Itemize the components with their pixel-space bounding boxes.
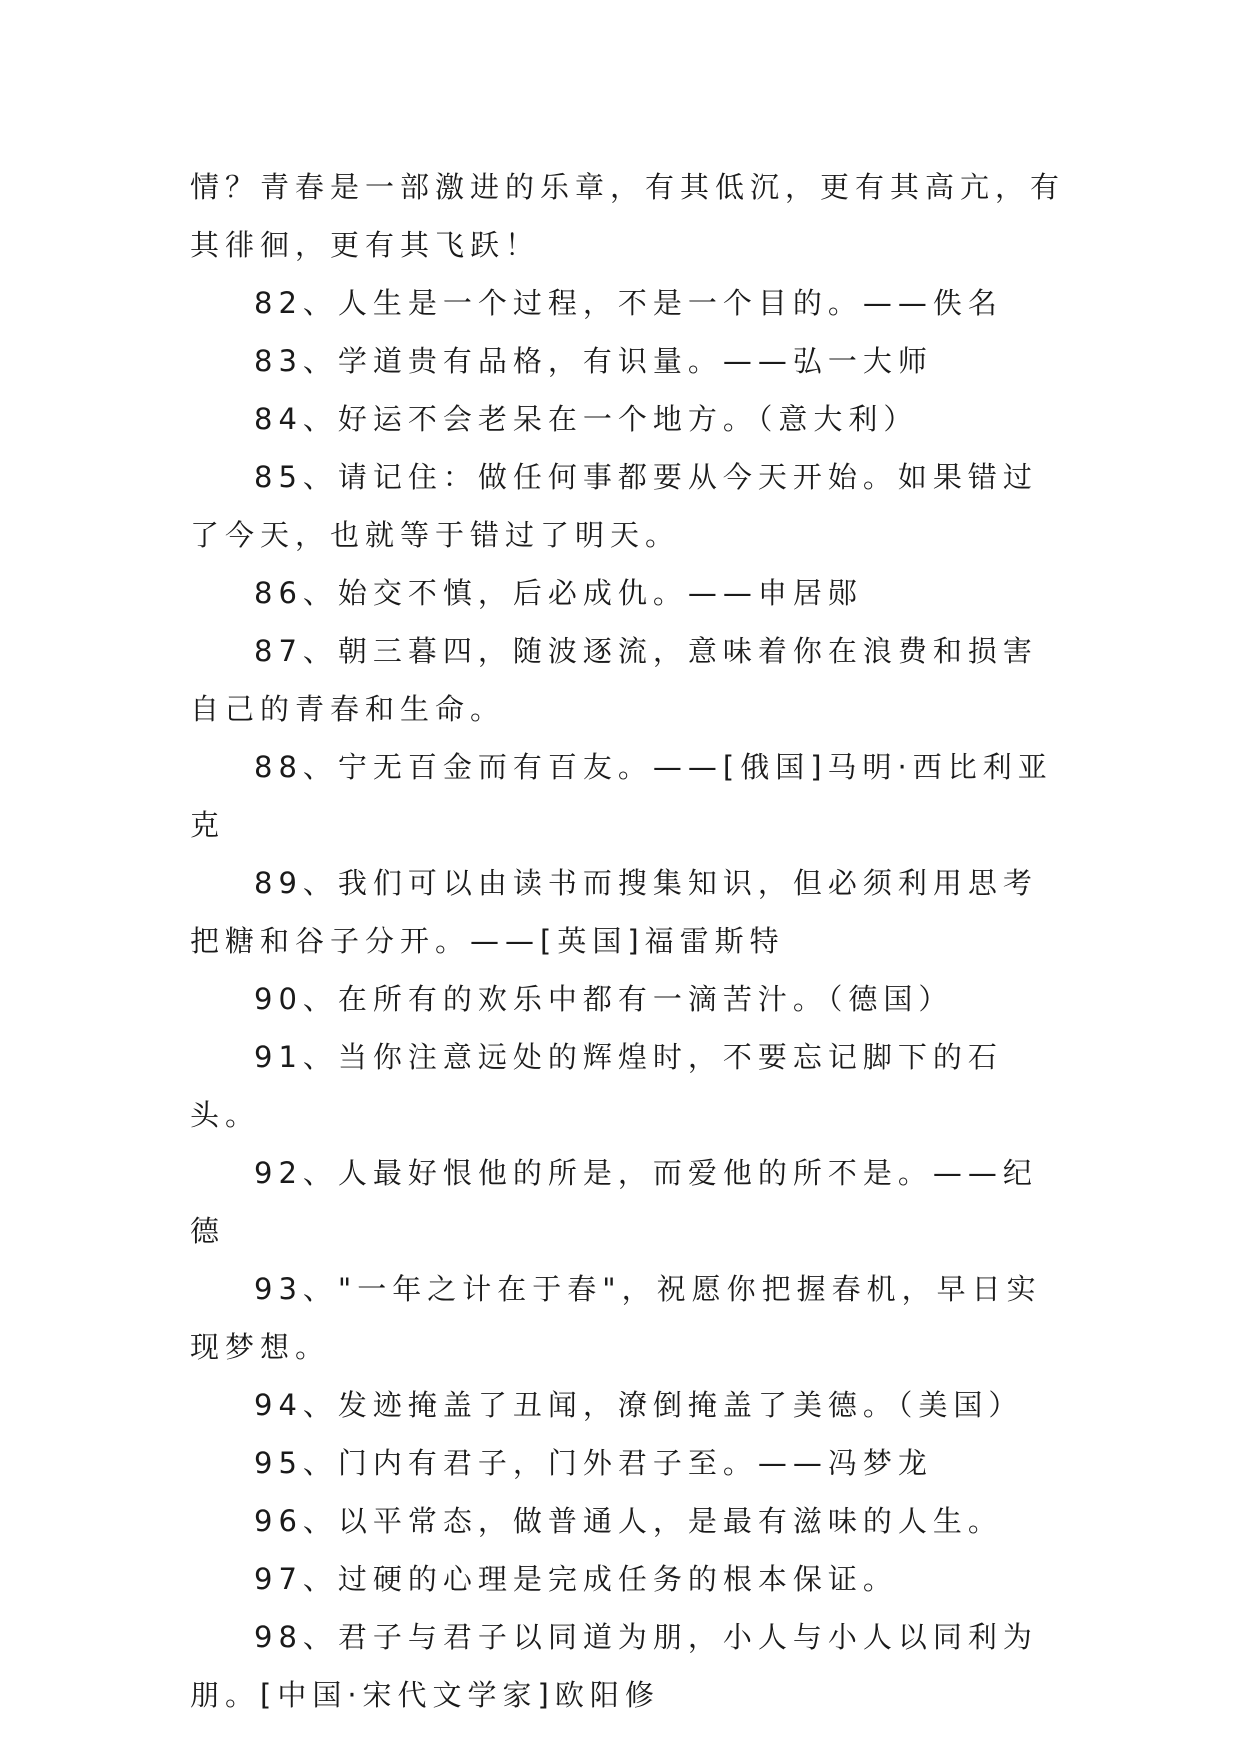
quote-item: 97、过硬的心理是完成任务的根本保证。	[254, 1562, 898, 1596]
quote-item: 95、门内有君子，门外君子至。——冯梦龙	[254, 1446, 933, 1480]
quote-item: 89、我们可以由读书而搜集知识，但必须利用思考把糖和谷子分开。——[英国]福雷斯特	[190, 866, 1038, 958]
quote-item: 84、好运不会老呆在一个地方。（意大利）	[254, 402, 919, 436]
quote-item: 82、人生是一个过程，不是一个目的。——佚名	[254, 286, 1003, 320]
quote-item: 94、发迹掩盖了丑闻，潦倒掩盖了美德。（美国）	[254, 1388, 1024, 1422]
quote-item: 96、以平常态，做普通人，是最有滋味的人生。	[254, 1504, 1003, 1538]
quote-item: 98、君子与君子以同道为朋，小人与小人以同利为朋。[中国·宋代文学家]欧阳修	[190, 1620, 1038, 1712]
quote-item: 91、当你注意远处的辉煌时，不要忘记脚下的石头。	[190, 1040, 1003, 1132]
quote-item: 87、朝三暮四，随波逐流，意味着你在浪费和损害自己的青春和生命。	[190, 634, 1038, 726]
quote-item: 93、"一年之计在于春"，祝愿你把握春机，早日实现梦想。	[190, 1272, 1042, 1364]
quote-item: 92、人最好恨他的所是，而爱他的所不是。——纪德	[190, 1156, 1038, 1248]
quote-item: 90、在所有的欢乐中都有一滴苦汁。（德国）	[254, 982, 954, 1016]
quote-item: 85、请记住：做任何事都要从今天开始。如果错过了今天，也就等于错过了明天。	[190, 460, 1038, 552]
quote-item: 88、宁无百金而有百友。——[俄国]马明·西比利亚克	[190, 750, 1053, 842]
quote-item: 86、始交不慎，后必成仇。——申居郧	[254, 576, 863, 610]
paragraph: 情？青春是一部激进的乐章，有其低沉，更有其高亢，有其徘徊，更有其飞跃！	[190, 170, 1066, 262]
document-body	[190, 158, 1070, 1724]
quote-item: 83、学道贵有品格，有识量。——弘一大师	[254, 344, 933, 378]
